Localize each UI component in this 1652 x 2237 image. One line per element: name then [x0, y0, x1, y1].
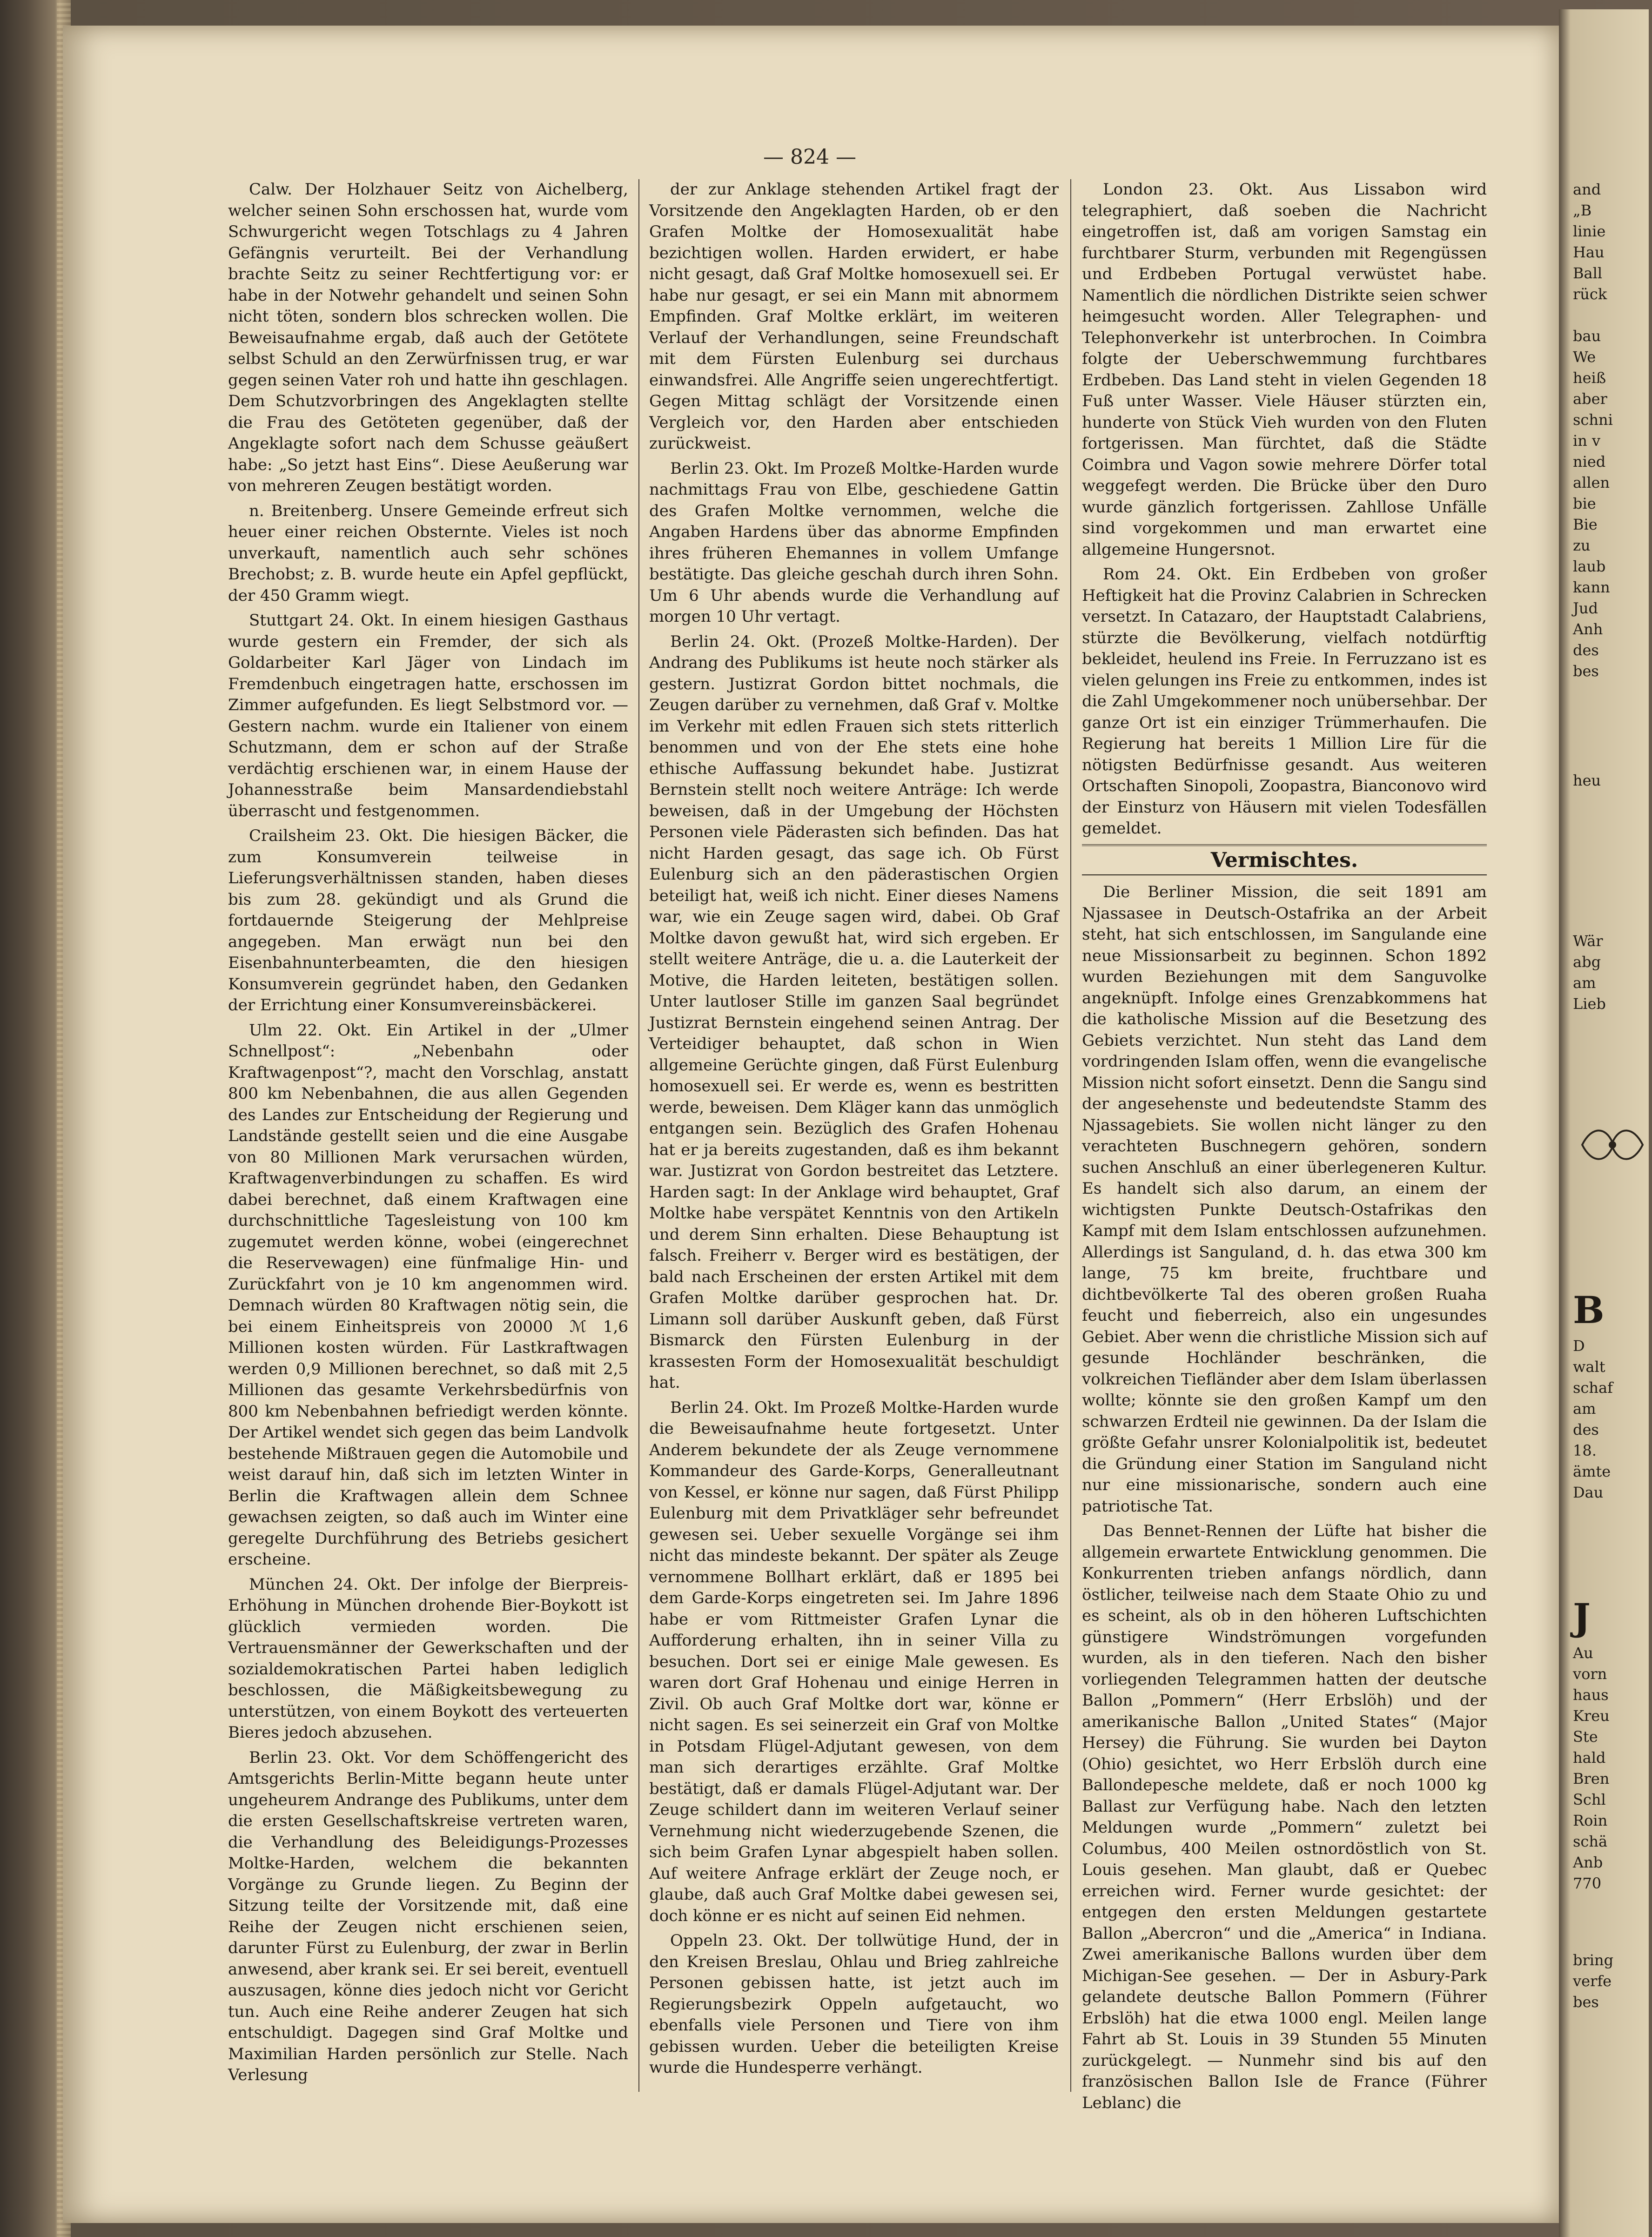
article-muenchen: München 24. Okt. Der infolge der Bierpreis-Erhöhung in München drohende Bier-Boykott ist glücklich vermieden worden. Die Vertrauensmänner der Gewerkschaften und der sozialdemokratischen Partei haben lediglich beschlossen, die Mäßigkeitsbewegung zu unterstützen, von einem Boykott des verteuerten Bieres jedoch abzusehen.	[228, 1575, 628, 1742]
section-heading-vermischtes: Vermischtes.	[1082, 844, 1487, 876]
page-number: — 824 —	[763, 145, 856, 169]
article-rom: Rom 24. Okt. Ein Erdbeben von großer Heftigkeit hat die Provinz Calabrien in Schrecken versetzt. In Catazaro, der Hauptstadt Calabriens, stürzte die Bevölkerung, vielfach notdürftig bekleidet, heulend ins Freie. In Ferruzzano ist es vielen gelungen ins Freie zu entkommen, indes ist die Zahl Umgekommener noch unübersehbar. Der ganze Ort ist ein einziger Trümmerhaufen. Die Regierung hat bereits 1 Million Lire für die nötigsten Bedürfnisse gesandt. Aus weiteren Ortschaften Sinopoli, Zoopastra, Bianconovo wird der Einsturz von Häusern mit vielen Todesfällen gemeldet.	[1082, 565, 1487, 838]
article-berliner-mission: Die Berliner Mission, die seit 1891 am Njassasee in Deutsch-Ostafrika an der Arbeit steht, hat sich entschlossen, im Sangulande eine neue Missionsarbeit zu beginnen. Schon 1892 wurden Beziehungen mit dem Sanguvolke angeknüpft. Infolge eines Grenzabkommens hat die katholische Mission auf die Besetzung des Gebiets verzichtet. Nun steht das Land dem vordringenden Islam offen, wenn die evangelische Mission nicht sofort einsetzt. Denn die Sangu sind der angesehenste und bedeutendste Stamm des Njassagebiets. Sie wollen nicht länger zu den verachteten Buschnegern gehören, sondern suchen Anschluß an einer überlegeneren Kultur. Es handelt sich also darum, an einem der wichtigsten Punkte Deutsch-Ostafrikas den Kampf mit dem Islam entschlossen aufzunehmen. Allerdings ist Sanguland, d. h. das etwa 300 km lange, 75 km breite, fruchtbare und dichtbevölkerte Tal des oberen großen Ruaha feucht und fieberreich, also ein ungesundes Gebiet. Aber wenn die christliche Mission sich auf gesunde Hochländer beschränken, die volkreichen Tiefländer aber dem Islam überlassen wollte; könnte sie den großen Kampf um den schwarzen Erdteil nie gewinnen. Da der Islam die größte Gefahr unsrer Kolonialpolitik ist, bedeutet die Gründung einer Station im Sanguland nicht nur eine missionarische, sondern auch eine patriotische Tat.	[1082, 883, 1487, 1516]
article-london: London 23. Okt. Aus Lissabon wird telegraphiert, daß soeben die Nachricht eingetroffen ist, daß am vorigen Samstag ein furchtbarer Sturm, verbunden mit Regengüssen und Erdbeben Portugal verwüstet habe. Namentlich die nördlichen Distrikte seien schwer heimgesucht worden. Aller Telegraphen- und Telephonverkehr ist unterbrochen. In Coimbra folgte der Ueberschwemmung furchtbares Erdbeben. Das Land steht in vielen Gegenden 18 Fuß unter Wasser. Viele Häuser stürzten ein, hunderte von Stück Vieh wurden von den Fluten fortgerissen. Man fürchtet, daß die Städte Coimbra und Vagon sowie mehrere Dörfer total weggefegt werden. Die Brücke über den Duro wurde gänzlich fortgerissen. Zahllose Unfälle sind vorgekommen und man erwartet eine allgemeine Hungersnot.	[1082, 180, 1487, 559]
article-calw: Calw. Der Holzhauer Seitz von Aichelberg, welcher seinen Sohn erschossen hat, wurde vom Schwurgericht wegen Totschlags zu 4 Jahren Gefängnis verurteilt. Bei der Verhandlung brachte Seitz zu seiner Rechtfertigung vor: er habe in der Notwehr gehandelt und seinen Sohn nicht töten, sondern blos schrecken wollen. Die Beweisaufnahme ergab, daß auch der Getötete selbst Schuld an den Zerwürfnissen trug, er war gegen seinen Vater roh und hatte ihn geschlagen. Dem Schutzvorbringen des Angeklagten stellte die Frau des Getöteten gegenüber, daß der Angeklagte sofort nach dem Schusse geäußert habe: „So jetzt hast Eins“. Diese Aeußerung war von mehreren Zeugen bestätigt worden.	[228, 180, 628, 495]
article-breitenberg: n. Breitenberg. Unsere Gemeinde erfreut sich heuer einer reichen Obsternte. Vieles ist noch unverkauft, namentlich auch sehr schönes Brechobst; z. B. wurde heute ein Apfel gepflückt, der 450 Gramm wiegt.	[228, 501, 628, 605]
column-2	[649, 179, 1059, 2087]
right-page-fragment-f: J	[1573, 1595, 1591, 1639]
article-crailsheim: Crailsheim 23. Okt. Die hiesigen Bäcker, die zum Konsumverein teilweise in Lieferungsverhältnissen standen, haben dieses bis zum 28. gekündigt und als Grund die fortdauernde Steigerung der Mehlpreise angegeben. Man erwägt nun bei den Eisenbahnunterbeamten, die den hiesigen Konsumverein gegründet haben, den Gedanken der Errichtung einer Konsumvereinsbäckerei.	[228, 826, 628, 1014]
column-rule-1	[638, 179, 639, 2092]
right-page-fragment-c: Wär abg am Lieb	[1573, 932, 1606, 1013]
article-berlin-continued: der zur Anklage stehenden Artikel fragt der Vorsitzende den Angeklagten Harden, ob er den Grafen Moltke der Homosexualität habe bezichtigen wollen. Harden erwidert, er habe nicht gesagt, daß Graf Moltke homosexuell sei. Er habe nur gesagt, er sei ein Mann mit abnormem Empfinden. Graf Moltke erklärt, im weiteren Verlauf der Verhandlungen, seine Freundschaft mit dem Fürsten Eulenburg sei durchaus einwandsfrei. Alle Angriffe seien ungerechtfertigt. Gegen Mittag schlägt der Vorsitzende einen Vergleich vor, den Harden aber entschieden zurückweist.	[649, 180, 1059, 453]
right-page-fragment-a: and „B linie Hau Ball rück bau We heiß aber schni in v nied allen bie Bie zu laub kann Jud Anh des bes	[1573, 181, 1613, 680]
article-stuttgart: Stuttgart 24. Okt. In einem hiesigen Gasthaus wurde gestern ein Fremder, der sich als Goldarbeiter Karl Jäger von Lindach im Fremdenbuch eingetragen hatte, erschossen im Zimmer aufgefunden. Es liegt Selbstmord vor. — Gestern nachm. wurde ein Italiener von einem Schutzmann, dem er schon auf der Straße verdächtig erschienen war, in einem Hause der Johannesstraße beim Mansardendiebstahl überrascht und festgenommen.	[228, 611, 628, 820]
right-page-fragment-d: B	[1573, 1288, 1605, 1332]
article-berlin-3: Berlin 24. Okt. (Prozeß Moltke-Harden). Der Andrang des Publikums ist heute noch stärker als gestern. Justizrat Gordon bittet nochmals, die Zeugen darüber zu vernehmen, daß Graf v. Moltke im Verkehr mit edlen Frauen sich stets ritterlich benommen und von der Ehe stets eine hohe ethische Auffassung bekundet habe. Justizrat Bernstein stellt noch weitere Anträge: Ich werde beweisen, daß in der Umgebung der Höchsten Personen viele Päderasten sich befinden. Das hat nicht Harden gesagt, das sage ich. Ob Fürst Eulenburg sich an den päderastischen Orgien beteiligt hat, weiß ich nicht. Einer dieses Namens war, wie ein Zeuge sagen wird, dabei. Ob Graf Moltke davon gewußt hat, wird sich ergeben. Er stellt weitere Anträge, die u. a. die Lauterkeit der Motive, die Harden leiteten, bestätigen sollen. Unter lautloser Stille im ganzen Saal begründet Justizrat Bernstein eingehend seinen Antrag. Der Verteidiger behauptet, daß schon in Wien allgemeine Gerüchte gingen, daß Fürst Eulenburg homosexuell sei. Er werde es, wenn es bestritten werde, beweisen. Dem Kläger kann das unmöglich entgangen sein. Bezüglich des Grafen Hohenau hat er ja bereits zugestanden, daß es ihm bekannt war. Justizrat von Gordon bestreitet das Letztere. Harden sagt: In der Anklage wird behauptet, Graf Moltke habe verspätet Kenntnis von den Artikeln und derem Sinn erhalten. Diese Behauptung ist falsch. Freiherr v. Berger wird es bestätigen, der bald nach Erscheinen der ersten Artikel mit dem Grafen Moltke darüber gesprochen hat. Dr. Limann soll darüber Auskunft geben, daß Fürst Bismarck den Fürsten Eulenburg in der krassesten Form der Homosexualität beschuldigt hat.	[649, 632, 1059, 1392]
ornament-icon	[1578, 1117, 1647, 1173]
article-berlin-1: Berlin 23. Okt. Vor dem Schöffengericht des Amtsgerichts Berlin-Mitte begann heute unter ungeheurem Andrange des Publikums, unter dem die ersten Gesellschaftskreise vertreten waren, die Verhandlung des Beleidigungs-Prozesses Moltke-Harden, welchem die bekannten Vorgänge zu Grunde liegen. Zu Beginn der Sitzung teilte der Vorsitzende mit, daß eine Reihe der Zeugen nicht erschienen seien, darunter Fürst zu Eulenburg, der zwar in Berlin anwesend, aber krank sei. Er sei bereit, eventuell auszusagen, könne dies jedoch nicht vor Gericht tun. Auch eine Reihe anderer Zeugen hat sich entschuldigt. Dagegen sind Graf Moltke und Maximilian Harden persönlich zur Stelle. Nach Verlesung	[228, 1748, 628, 2084]
article-ulm: Ulm 22. Okt. Ein Artikel in der „Ulmer Schnellpost“: „Nebenbahn oder Kraftwagenpost“?, macht den Vorschlag, anstatt 800 km Nebenbahnen, die aus allen Gegenden des Landes zur Entscheidung der Regierung und Landstände gestellt seien und die eine Ausgabe von 80 Millionen Mark verursachen würden, Kraftwagenverbindungen zu schaffen. Es wird dabei berechnet, daß einem Kraftwagen eine durchschnittliche Tagesleistung von 100 km zugemutet werden könne, wobei (eingerechnet die Reservewagen) eine fünfmalige Hin- und Zurückfahrt von je 10 km angenommen wird. Demnach würden 80 Kraftwagen nötig sein, die bei einem Einheitspreis von 20000 ℳ 1,6 Millionen kosten würden. Für Lastkraftwagen werden 0,9 Millionen berechnet, so daß mit 2,5 Millionen das gesamte Verkehrsbedürfnis von 800 km Nebenbahnen befriedigt werden könnte. Der Artikel wendet sich gegen das beim Landvolk bestehende Mißtrauen gegen die Automobile und weist darauf hin, daß sich im letzten Winter in Berlin die Kraftwagen allein dem Schnee gewachsen zeigten, so daß auch im Winter eine geregelte Durchführung des Betriebs gesichert erscheine.	[228, 1021, 628, 1569]
article-berlin-4: Berlin 24. Okt. Im Prozeß Moltke-Harden wurde die Beweisaufnahme heute fortgesetzt. Unter Anderem bekundete der als Zeuge vernommene Kommandeur des Garde-Korps, Generalleutnant von Kessel, er könne nur sagen, daß Fürst Philipp Eulenburg mit dem Privatkläger sehr befreundet gewesen sei. Ueber sexuelle Vorgänge sei ihm nicht das mindeste bekannt. Der später als Zeuge vernommene Bollhart erklärt, daß er 1895 bei dem Garde-Korps eingetreten sei. Im Jahre 1896 habe er vom Rittmeister Grafen Lynar die Aufforderung erhalten, ihn in seiner Villa zu besuchen. Dort sei er einige Male gewesen. Es waren dort Graf Hohenau und einige Herren in Zivil. Ob auch Graf Moltke dort war, könne er nicht sagen. Es sei seinerzeit ein Graf von Moltke in Potsdam Flügel-Adjutant gewesen, von dem man sich derartiges erzählte. Graf Moltke bestätigt, daß er damals Flügel-Adjutant war. Der Zeuge schildert dann im weiteren Verlauf seiner Vernehmung nicht wiederzugebende Szenen, die sich beim Grafen Lynar abgespielt haben sollen. Auf weitere Anfrage erklärt der Zeuge noch, er glaube, daß auch Graf Moltke dabei gewesen sei, doch könne er es nicht auf seinen Eid nehmen.	[649, 1398, 1059, 1925]
column-3	[1082, 179, 1487, 2112]
right-page-fragment-g: Au vorn haus Kreu Ste hald Bren Schl Roin schä Anb 770	[1573, 1644, 1610, 1892]
right-page-fragment-b: heu	[1573, 772, 1601, 789]
right-page-fragment-e: D walt schaf am des 18. ämte Dau	[1573, 1337, 1613, 1501]
right-page-fragment-h: bring verfe bes	[1573, 1951, 1614, 2011]
article-berlin-2: Berlin 23. Okt. Im Prozeß Moltke-Harden wurde nachmittags Frau von Elbe, geschiedene Gattin des Grafen Moltke vernommen, welche die Angaben Hardens über das abnorme Empfinden ihres früheren Ehemannes in vollem Umfange bestätigte. Das gleiche geschah durch ihren Sohn. Um 6 Uhr abends wurde die Verhandlung auf morgen 10 Uhr vertagt.	[649, 459, 1059, 626]
column-rule-2	[1070, 179, 1071, 2092]
column-1	[228, 179, 628, 2087]
article-oppeln: Oppeln 23. Okt. Der tollwütige Hund, der in den Kreisen Breslau, Ohlau und Brieg zahlreiche Personen gebissen hatte, ist jetzt auch im Regierungsbezirk Oppeln aufgetaucht, wo ebenfalls viele Personen und Tiere von ihm gebissen wurden. Ueber die beteiligten Kreise wurde die Hundesperre verhängt.	[649, 1931, 1059, 2077]
article-bennet-rennen: Das Bennet-Rennen der Lüfte hat bisher die allgemein erwartete Entwicklung genommen. Die Konkurrenten trieben anfangs nördlich, dann östlicher, teilweise nach dem Staate Ohio zu und es scheint, als ob in den höheren Luftschichten günstigere Windströmungen vorgefunden wurden, als in den tieferen. Nach den bisher vorliegenden Telegrammen hatten der deutsche Ballon „Pommern“ (Herr Erbslöh) und der amerikanische Ballon „United States“ (Major Hersey) die Führung. Sie wurden bei Dayton (Ohio) gesichtet, wo Herr Erbslöh durch eine Ballondepesche meldete, daß er noch 1000 kg Ballast zur Verfügung habe. Nach den letzten Meldungen wurde „Pommern“ zuletzt bei Columbus, 400 Meilen ostnordöstlich von St. Louis gesehen. Man glaubt, daß er Quebec erreichen wird. Ferner wurde gesichtet: der entgegen den ersten Meldungen gestartete Ballon „Abercron“ und die „America“ in Indiana. Zwei amerikanische Ballons wurden über dem Michigan-See gesehen. — Der in Asbury-Park gelandete deutsche Ballon Pommern (Führer Erbslöh) hat die etwa 1000 engl. Meilen lange Fahrt ab St. Louis in 39 Stunden 55 Minuten zurückgelegt. — Nunmehr sind bis auf den französischen Ballon Isle de France (Führer Leblanc) die	[1082, 1522, 1487, 2112]
